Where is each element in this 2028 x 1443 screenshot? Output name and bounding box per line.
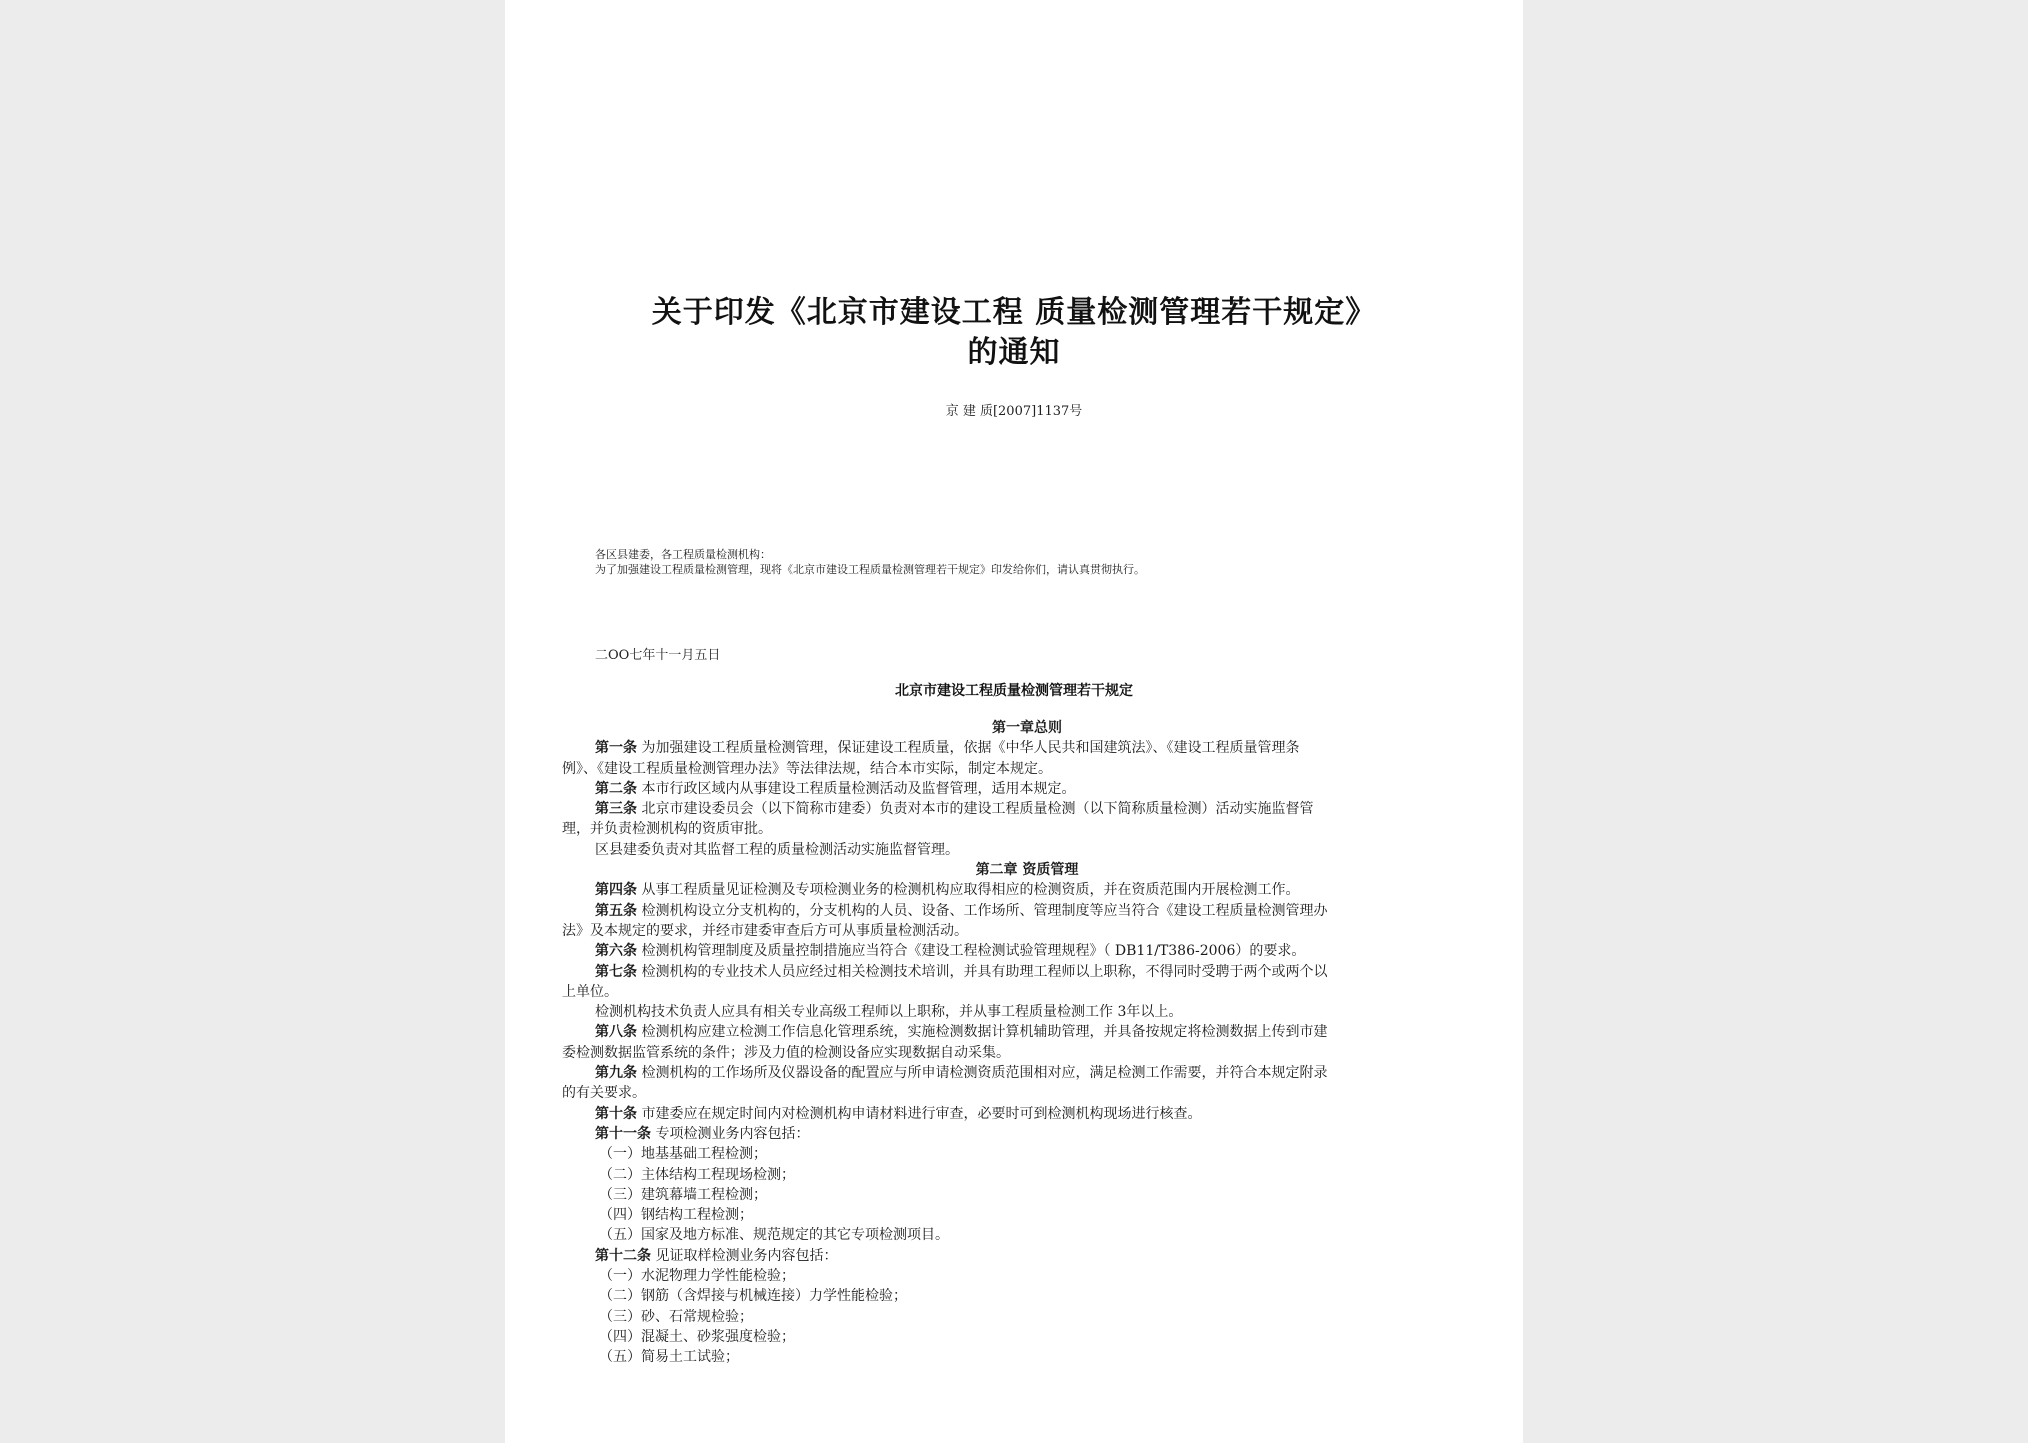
list-item: （一）水泥物理力学性能检验； [599, 1268, 795, 1285]
regulation-body [562, 718, 1492, 1368]
article-label: 第六条 [595, 943, 637, 960]
list-item: （四）钢结构工程检测； [599, 1207, 753, 1224]
article-text: 为加强建设工程质量检测管理，保证建设工程质量，依据《中华人民共和国建筑法》、《建设工程质量管理条 [637, 740, 1300, 757]
article-1-cont: 例》、《建设工程质量检测管理办法》等法律法规，结合本市实际，制定本规定。 [562, 760, 1052, 777]
document-title-line-2: 的通知 [967, 335, 1061, 370]
article-8 [562, 1022, 1492, 1042]
article-7-cont: 上单位。 [562, 983, 618, 1000]
article-text: 北京市建设委员会（以下简称市建委）负责对本市的建设工程质量检测（以下简称质量检测）活动实施监督管 [637, 801, 1314, 818]
article-text: 检测机构的专业技术人员应经过相关检测技术培训，并具有助理工程师以上职称，不得同时受聘于两个或两个以 [637, 963, 1328, 980]
article-3 [562, 799, 1492, 819]
article-label: 第十一条 [595, 1125, 651, 1142]
article-label: 第五条 [595, 902, 637, 919]
chapter-heading: 第一章总则 [992, 720, 1062, 736]
article-3-para: 区县建委负责对其监督工程的质量检测活动实施监督管理。 [595, 841, 959, 858]
regulation-title: 北京市建设工程质量检测管理若干规定 [895, 683, 1133, 699]
article-11 [562, 1124, 1492, 1144]
article-7-para: 检测机构技术负责人应具有相关专业高级工程师以上职称，并从事工程质量检测工作 3年以上。 [595, 1004, 1183, 1021]
article-2 [562, 779, 1492, 799]
article-5 [562, 901, 1492, 921]
article-text: 本市行政区域内从事建设工程质量检测活动及监督管理，适用本规定。 [637, 780, 1076, 797]
article-text: 检测机构设立分支机构的，分支机构的人员、设备、工作场所、管理制度等应当符合《建设工程质量检测管理办 [637, 902, 1328, 919]
article-5-cont: 法》及本规定的要求，并经市建委审查后方可从事质量检测活动。 [562, 922, 968, 939]
list-item: （三）砂、石常规检验； [599, 1308, 753, 1325]
article-text: 从事工程质量见证检测及专项检测业务的检测机构应取得相应的检测资质，并在资质范围内开展检测工作。 [637, 882, 1300, 899]
article-text: 检测机构的工作场所及仪器设备的配置应与所申请检测资质范围相对应，满足检测工作需要，并符合本规定附录 [637, 1065, 1328, 1082]
document-number: 京 建 质[2007]1137号 [945, 404, 1083, 419]
list-item: （四）混凝土、砂浆强度检验； [599, 1328, 795, 1345]
article-10 [562, 1104, 1492, 1124]
article-label: 第九条 [595, 1065, 637, 1082]
list-item: （二）钢筋（含焊接与机械连接）力学性能检验； [599, 1288, 907, 1305]
article-text: 检测机构管理制度及质量控制措施应当符合《建设工程检测试验管理规程》（ DB11/T386-2006）的要求。 [637, 943, 1306, 960]
article-text: 见证取样检测业务内容包括： [651, 1247, 838, 1264]
article-3-cont: 理，并负责检测机构的资质审批。 [562, 821, 772, 838]
article-6 [562, 941, 1492, 961]
document-title-line-1: 关于印发《北京市建设工程 质量检测管理若干规定》 [651, 295, 1377, 330]
chapter-heading: 第二章 资质管理 [975, 862, 1079, 879]
article-9 [562, 1063, 1492, 1083]
article-text: 检测机构应建立检测工作信息化管理系统，实施检测数据计算机辅助管理，并具备按规定将检测数据上传到市建 [637, 1024, 1328, 1041]
list-item: （五）国家及地方标准、规范规定的其它专项检测项目。 [599, 1227, 949, 1244]
intro-paragraph: 为了加强建设工程质量检测管理，现将《北京市建设工程质量检测管理若干规定》印发给你们，请认真贯彻执行。 [595, 563, 1145, 576]
article-label: 第一条 [595, 740, 637, 757]
article-text: 市建委应在规定时间内对检测机构申请材料进行审查，必要时可到检测机构现场进行核查。 [637, 1105, 1202, 1122]
document-page [505, 0, 1523, 1443]
article-4 [562, 880, 1492, 900]
article-label: 第三条 [595, 801, 637, 818]
list-item: （三）建筑幕墙工程检测； [599, 1186, 767, 1203]
article-label: 第十二条 [595, 1247, 651, 1264]
article-1 [562, 738, 1492, 758]
article-9-cont: 的有关要求。 [562, 1085, 646, 1102]
article-label: 第二条 [595, 780, 637, 797]
article-8-cont: 委检测数据监管系统的条件；涉及力值的检测设备应实现数据自动采集。 [562, 1044, 1010, 1061]
article-7 [562, 962, 1492, 982]
list-item: （二）主体结构工程现场检测； [599, 1166, 795, 1183]
addressee: 各区县建委，各工程质量检测机构： [595, 548, 771, 561]
article-label: 第八条 [595, 1024, 637, 1041]
article-label: 第七条 [595, 963, 637, 980]
article-12 [562, 1246, 1492, 1266]
issue-date: 二OO七年十一月五日 [595, 648, 721, 663]
article-label: 第十条 [595, 1105, 637, 1122]
list-item: （一）地基基础工程检测； [599, 1146, 767, 1163]
list-item: （五）简易土工试验； [599, 1349, 739, 1366]
article-text: 专项检测业务内容包括： [651, 1125, 810, 1142]
article-label: 第四条 [595, 882, 637, 899]
